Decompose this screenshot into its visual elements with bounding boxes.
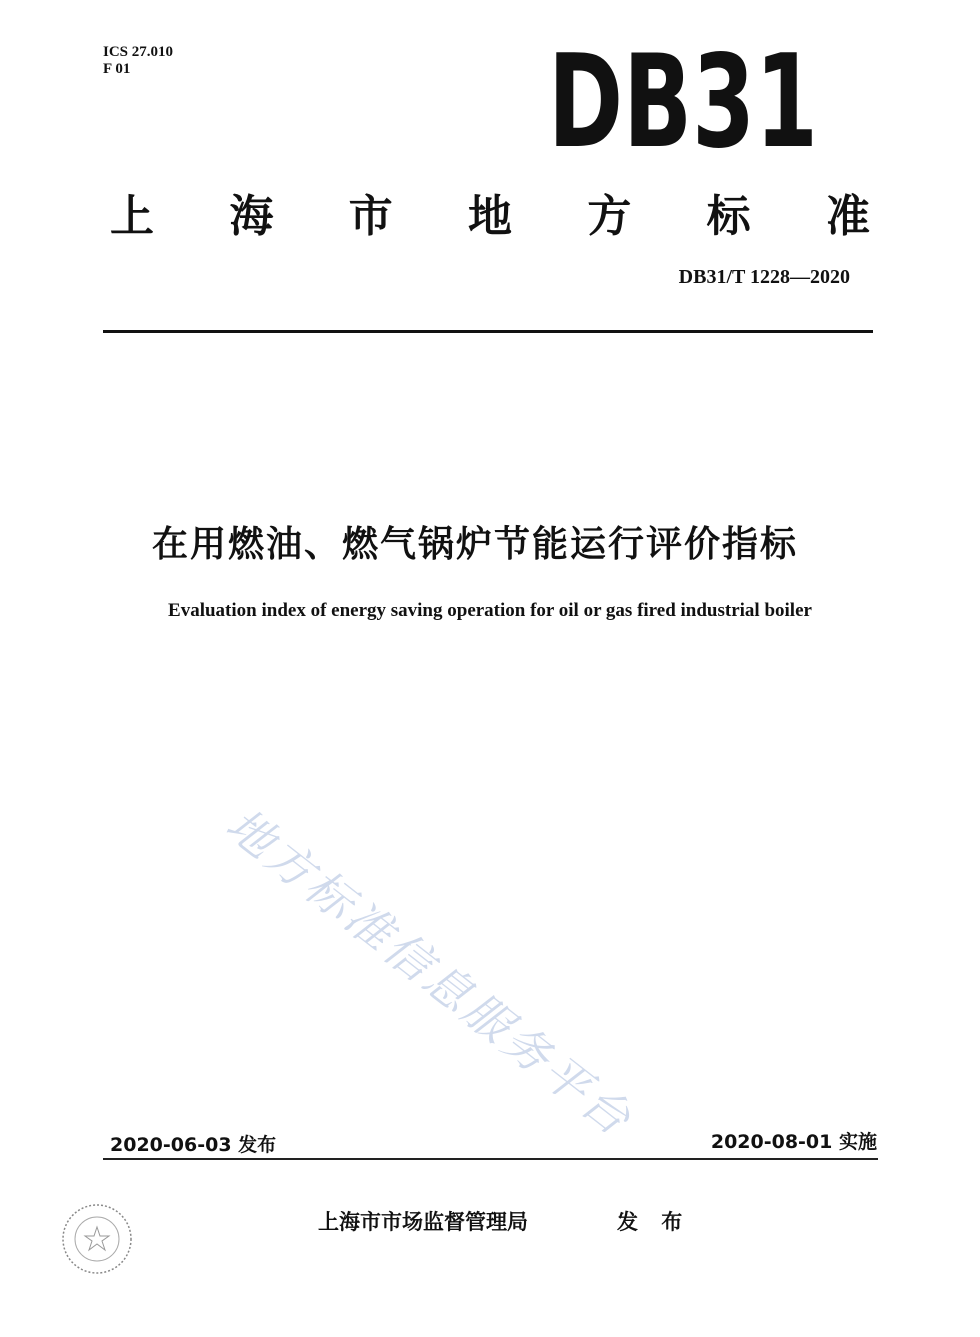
standard-type-heading	[110, 180, 870, 244]
standard-type-char: 方	[587, 191, 632, 242]
ics-code: ICS 27.010	[103, 44, 174, 60]
bottom-divider	[103, 1158, 878, 1160]
release-date: 2020-06-03 发布	[110, 1134, 277, 1156]
watermark: 地方标准信息服务平台	[216, 797, 644, 1148]
top-divider	[103, 330, 873, 333]
title-english: Evaluation index of energy saving operation for oil or gas fired industrial boiler	[168, 600, 812, 621]
class-code: F 01	[103, 61, 131, 77]
standard-type-char: 市	[348, 191, 393, 242]
db31-logo-text: DB31	[548, 28, 818, 177]
seal-stamp-icon	[58, 1200, 136, 1278]
standard-type-char: 标	[706, 191, 751, 242]
issue-label: 发 布	[617, 1210, 691, 1234]
standard-type-char: 上	[110, 191, 154, 242]
standard-type-char: 地	[467, 191, 512, 242]
classification-codes	[103, 44, 173, 78]
db31-logo	[548, 28, 820, 177]
standard-code: DB31/T 1228—2020	[678, 266, 850, 288]
standard-type-char: 准	[825, 191, 870, 242]
effective-date: 2020-08-01 实施	[710, 1131, 877, 1153]
standard-type-char: 海	[229, 191, 274, 242]
title-chinese: 在用燃油、燃气锅炉节能运行评价指标	[151, 524, 798, 565]
issuing-authority: 上海市市场监督管理局	[318, 1210, 528, 1234]
